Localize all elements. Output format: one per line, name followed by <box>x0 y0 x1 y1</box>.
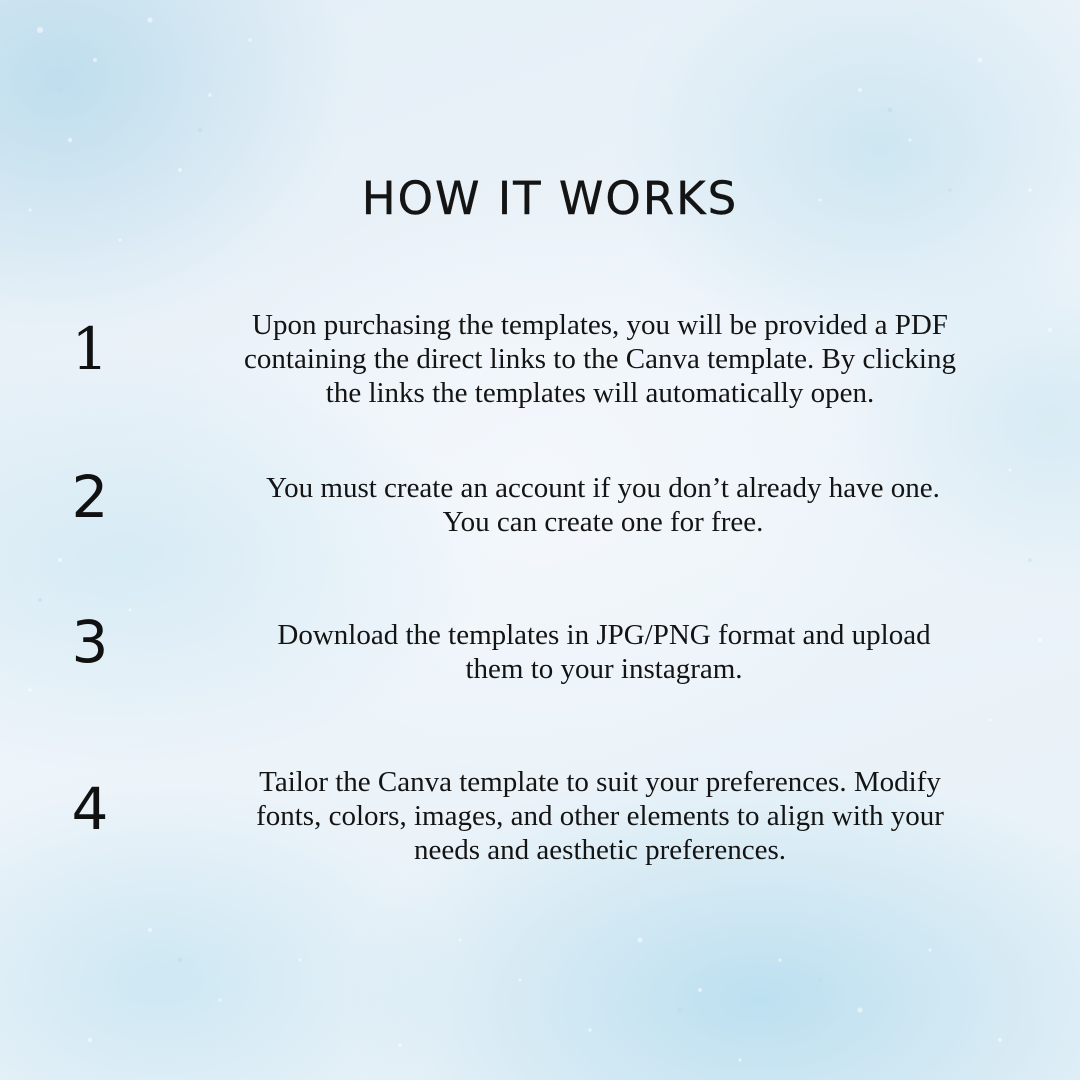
page-title: HOW IT WORKS <box>361 172 739 225</box>
step-text-line: Download the templates in JPG/PNG format and upload <box>277 619 931 651</box>
step-text-line: Tailor the Canva template to suit your preferences. Modify <box>259 766 941 798</box>
step-text-line: You must create an account if you don’t already have one. <box>266 472 940 504</box>
step-text-line: You can create one for free. <box>442 506 764 538</box>
step-description <box>170 308 1030 410</box>
step-number: 4 <box>71 775 109 843</box>
step-text-line: them to your instagram. <box>465 653 743 685</box>
step-text-line: containing the direct links to the Canva template. By clicking <box>244 343 956 375</box>
step-description <box>173 471 1033 539</box>
step-description <box>174 618 1034 686</box>
step-text-line: fonts, colors, images, and other elements to align with your <box>256 800 944 832</box>
step-number: 3 <box>71 608 109 676</box>
step-number: 1 <box>71 315 109 383</box>
step-text-line: the links the templates will automatically open. <box>325 377 875 409</box>
step-text-line: needs and aesthetic preferences. <box>414 834 786 866</box>
step-number: 2 <box>71 463 109 531</box>
step-text-line: Upon purchasing the templates, you will be provided a PDF <box>252 309 948 341</box>
step-description <box>170 765 1030 867</box>
